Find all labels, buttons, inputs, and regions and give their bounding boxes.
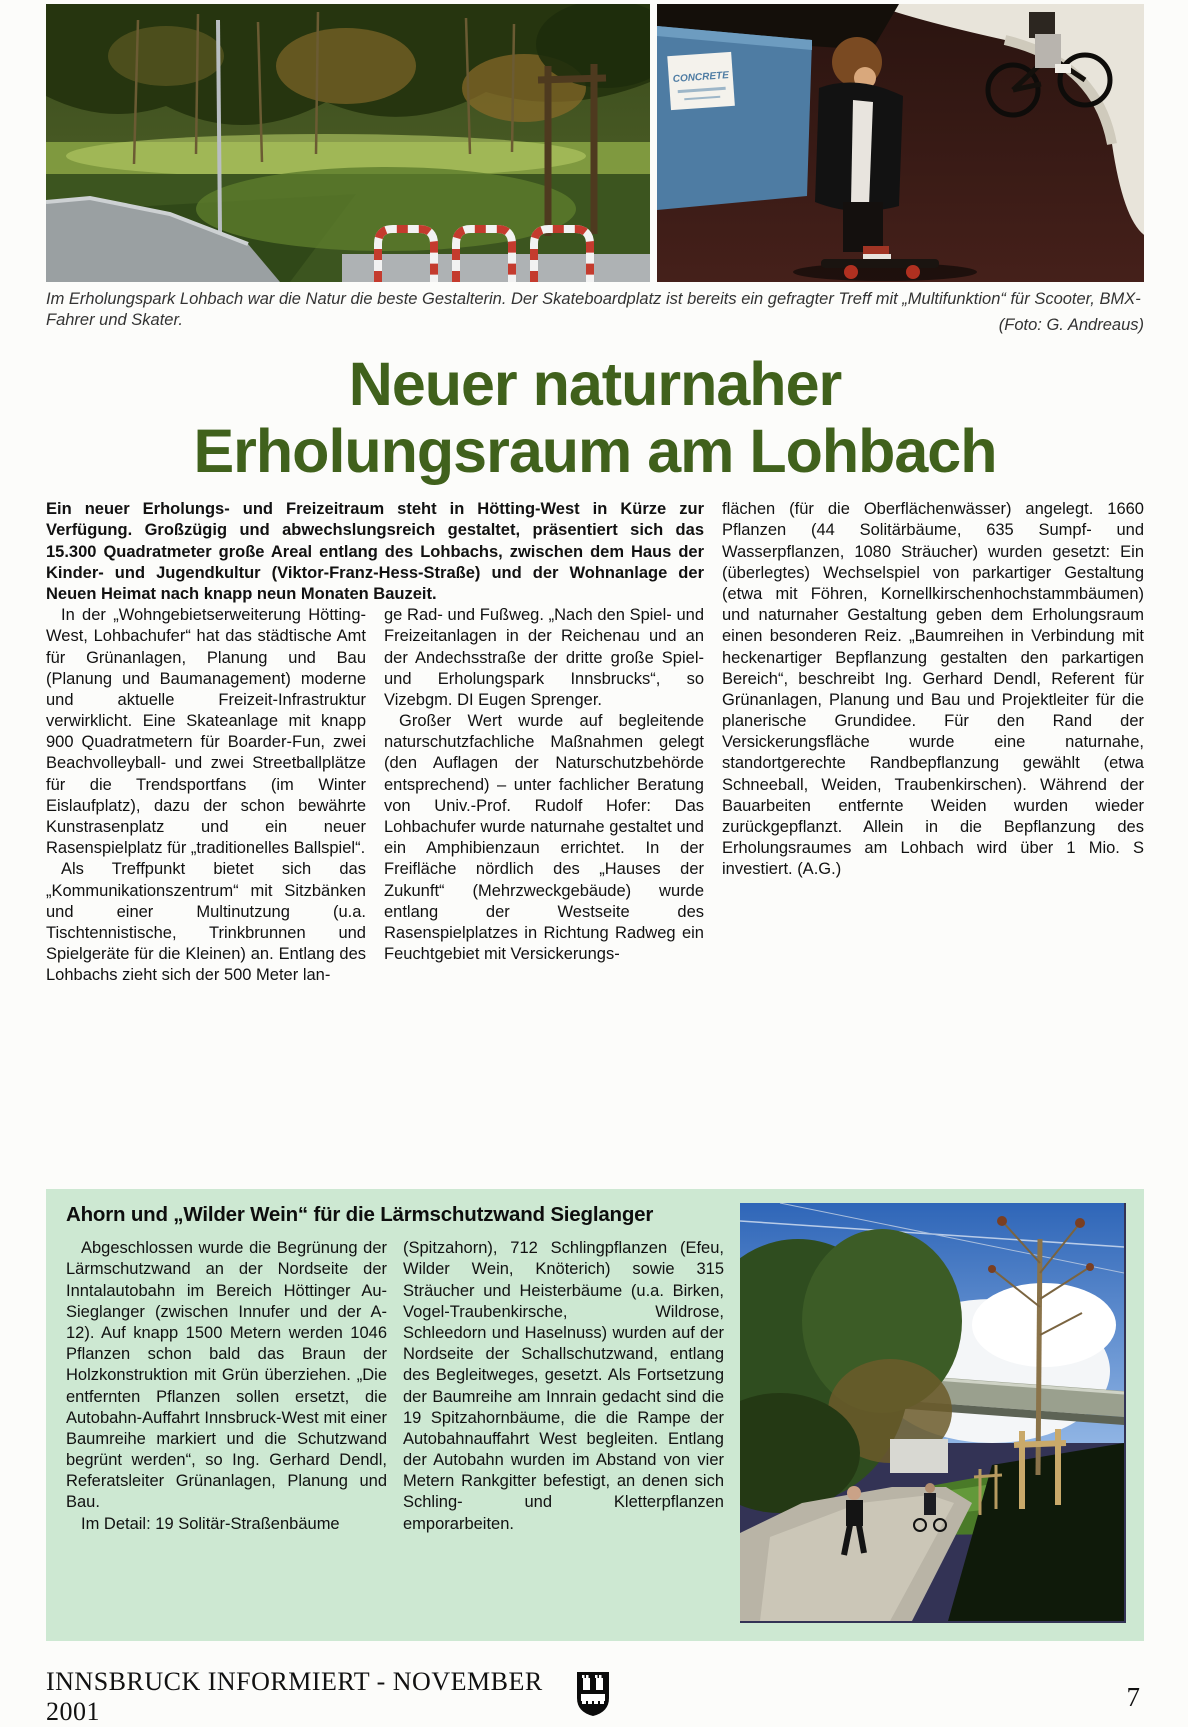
article-headline [46,351,1144,485]
photo-row [46,4,1144,282]
skatepark-photo [657,4,1144,282]
article-column-2 [384,605,704,986]
paragraph: (Spitzahorn), 712 Schlingpflanzen (Efeu, Wilder Wein, Knöterich) sowie 315 Sträucher und Heisterbäume (u.a. Birken, Vogel-Traubenkirsche, Wildrose, Schleedorn und Haselnuss) wurden auf der Nordseite der Schallschutzwand, entlang des Begleitweges, gesetzt. Als Fortsetzung der Baumreihe am Innrain gedacht sind die 19 Spitzahornbäume, die die Rampe der Autobahnauffahrt West begleiten. Entlang der Autobahn wurden im Abstand von vier Metern Rankgitter befestigt, an denen sich Schling- und Kletterpflanzen emporarbeiten. [403,1239,724,1533]
paragraph: In der „Wohngebietserweiterung Hötting-West, Lohbachufer“ hat das städtische Amt für Grünanlagen, Planung und Bau (Planung und Baumanagement) moderne und aktuelle Freizeit-Infrastruktur verwirklicht. Eine Skateanlage mit knapp 900 Quadratmetern für Boarder-Fun, zwei Beachvolleyball- und zwei Streetballplätze für die Trendsportfans (im Winter Eislaufplatz), dazu der schon bewährte Kunstrasenplatz und ein neuer Rasenspielplatz für „traditionelles Ballspiel“. [46,606,366,858]
footer-publication: INNSBRUCK INFORMIERT - NOVEMBER 2001 [46,1667,543,1727]
article-left-area [46,499,704,986]
box-title: Ahorn und „Wilder Wein“ für die Lärmschutzwand Sieglanger [66,1203,654,1227]
box-column-2 [403,1238,724,1535]
lamp-pole [218,20,220,232]
innsbruck-crest-icon [570,1671,616,1724]
park-photo [46,4,650,282]
headline-line-2: Erholungsraum am Lohbach [193,417,997,486]
sign-text: CONCRETE [672,70,730,85]
page-footer [46,1667,1144,1727]
paragraph: Als Treffpunkt bietet sich das „Kommunikationszentrum“ mit Sitzbänken und einer Multinutzung (u.a. Tischtennistische, Trinkbrunnen und Spielgeräte für die Kleinen) an. Entlang des Lohbachs zieht sich der 500 Meter lan- [46,860,366,985]
box-columns [66,1238,724,1535]
headline-line-1: Neuer naturnaher [348,350,842,418]
sidebar-box-sieglanger [46,1189,1144,1641]
park-photo-illustration [46,4,650,282]
path-photo [740,1203,1126,1623]
article-lead: Ein neuer Erholungs- und Freizeitraum steht in Hötting-West in Kürze zur Verfügung. Großzügig und abwechslungsreich gestaltet, präsentiert sich das 15.300 Quadratmeter große Areal entlang des Lohbachs, zwischen dem Haus der Kinder- und Jugendkultur (Viktor-Franz-Hess-Straße) und der Wohnanlage der Neuen Heimat nach knapp neun Monaten Bauzeit. [46,500,704,603]
article-columns-1-2 [46,605,704,986]
paragraph: Großer Wert wurde auf begleitende naturschutzfachliche Maßnahmen gelegt (den Auflagen der Naturschutzbehörde entsprechend) – unter fachlicher Beratung von Univ.-Prof. Rudolf Hofer: Das Lohbachufer wurde naturnahe gestaltet und ein Amphibienzaun errichtet. In der Freifläche nördlich des „Hauses der Zukunft“ (Mehrzweckgebäude) wurde entlang der Westseite des Rasenspielplatzes in Richtung Radweg ein Feuchtgebiet mit Versickerungs- [384,712,704,964]
article-column-3 [722,499,1144,880]
skatepark-photo-illustration [657,4,1144,282]
article-column-1 [46,605,366,986]
page-number: 7 [1126,1681,1140,1712]
concrete-sign [667,52,735,110]
paragraph: flächen (für die Oberflächenwässer) angelegt. 1660 Pflanzen (44 Solitärbäume, 635 Sumpf- und Wasserpflanzen, 1080 Sträucher) wurden gesetzt: Ein (überlegtes) Wechselspiel von parkartiger Gestaltung (etwa mit Föhren, Kornellkirschenhochstammbäumen) und naturnaher Gestaltung geben dem Erholungsraum einen besonderen Reiz. „Baumreihen in Verbindung mit heckenartiger Bepflanzung gestalten den parkartigen Bereich“, beschreibt Ing. Gerhard Dendl, Referent für Grünanlagen, Planung und Bau und Projektleiter für die planerische Grundidee. Für den Rand der Versickerungsfläche wurde eine naturnahe, standortgerechte Randbepflanzung gewählt (etwa Schneeball, Weiden, Traubenkirschen). Während der Bauarbeiten entfernte Weiden wurden wieder zurückgepflanzt. Allein in die Bepflanzung des Erholungsraumes am Lohbach wird über 1 Mio. S investiert. (A.G.) [722,500,1144,879]
photo-caption-row [46,289,1144,337]
paragraph: ge Rad- und Fußweg. „Nach den Spiel- und Freizeitanlagen in der Reichenau und an der Andechsstraße der dritte große Spiel- und Erholungspark Innsbrucks“, so Vizebgm. DI Eugen Sprenger. [384,606,704,709]
photo-credit: (Foto: G. Andreaus) [991,316,1144,335]
box-column-1 [66,1238,387,1535]
photo-caption: Im Erholungspark Lohbach war die Natur die beste Gestalterin. Der Skateboardplatz ist bereits ein gefragter Treff mit „Multifunktion“ für Scooter, BMX-Fahrer und Skater. [46,290,1141,330]
path-photo-illustration [740,1203,1124,1621]
paragraph: Im Detail: 19 Solitär-Straßenbäume [81,1514,340,1533]
box-text-area [66,1203,724,1623]
article-body [46,499,1144,1171]
paragraph: Abgeschlossen wurde die Begrünung der Lärmschutzwand an der Nordseite der Inntalautobahn im Bereich Höttinger Au-Sieglanger (zwischen Innufer und der A-12). Auf knapp 1500 Metern werden 1046 Pflanzen schon bald das Braun der Holzkonstruktion mit Grün überziehen. „Die entfernten Pflanzen sollen ersetzt, die Autobahn-Auffahrt Innsbruck-West mit einer Baumreihe markiert und die Schutzwand begrünt werden“, so Ing. Gerhard Dendl, Referatsleiter Grünanlagen, Planung und Bau. [66,1239,387,1512]
